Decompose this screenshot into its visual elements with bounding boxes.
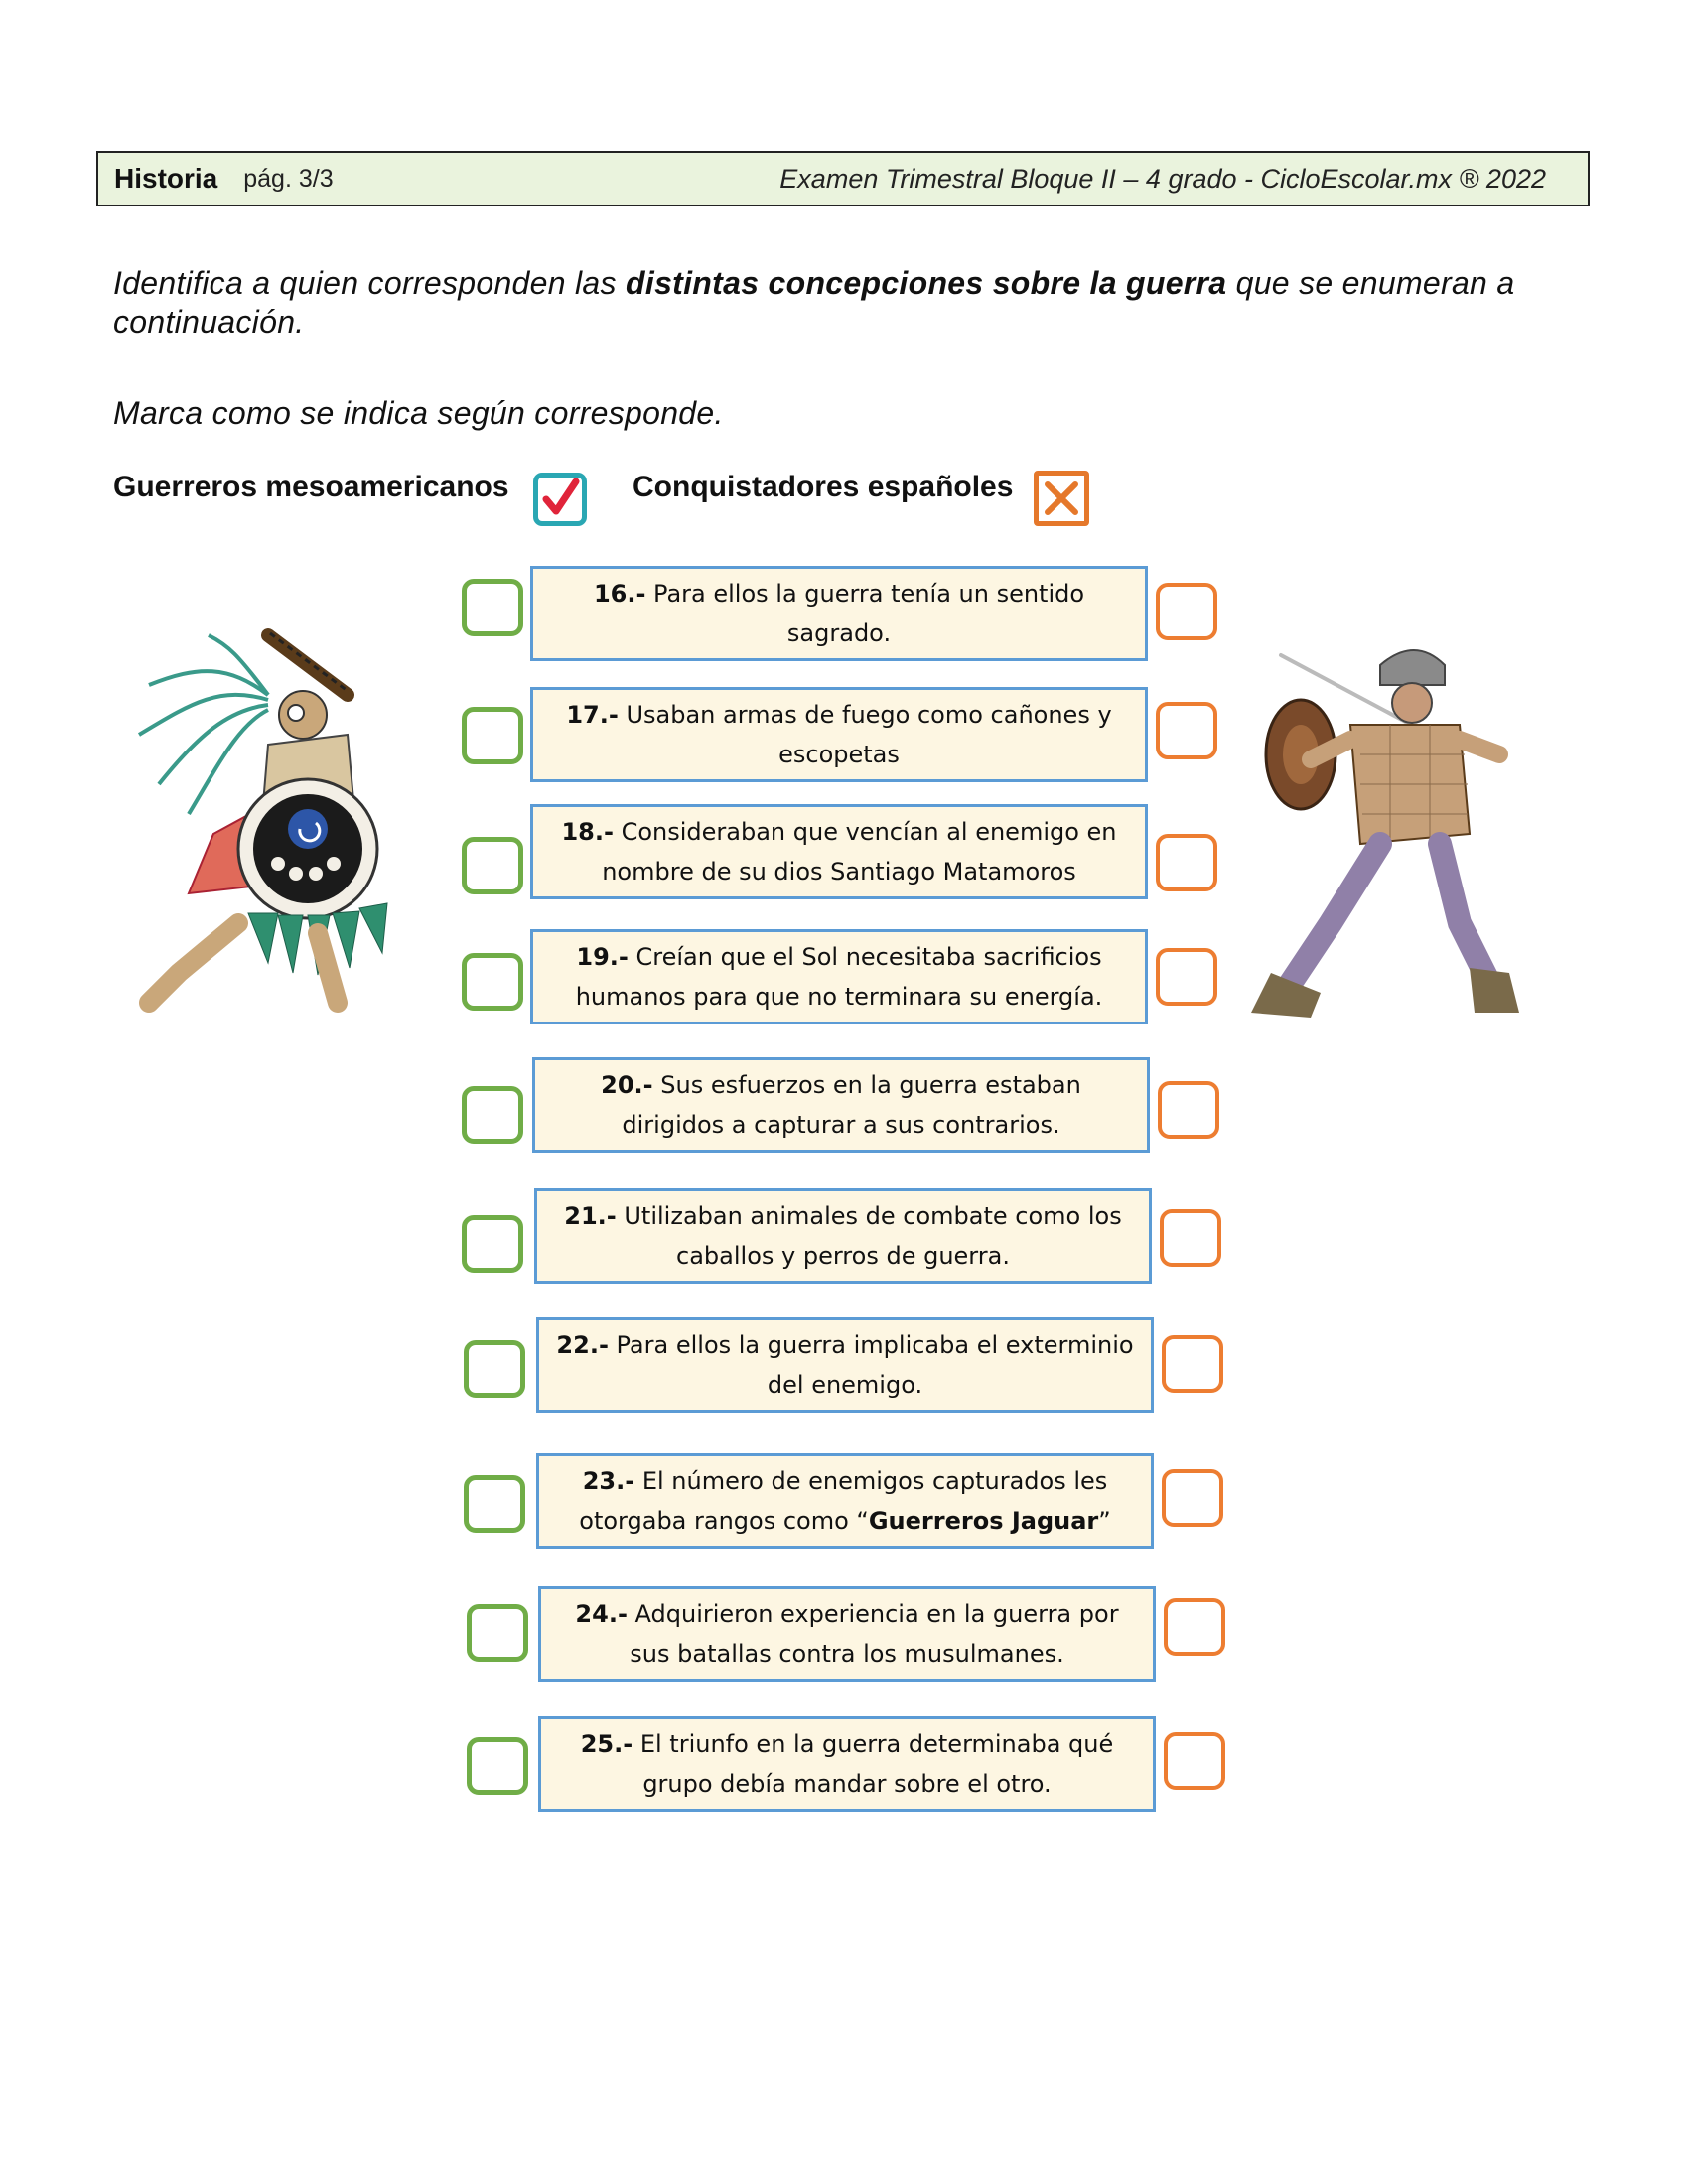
question-number: 24.- bbox=[575, 1600, 628, 1628]
mesoamerican-checkbox[interactable] bbox=[462, 707, 523, 764]
question-text: Creían que el Sol necesitaba sacrificios humanos para que no terminara su energía. bbox=[575, 943, 1103, 1011]
question-16 bbox=[530, 566, 1148, 661]
instruction-text bbox=[113, 264, 1563, 341]
question-number: 16.- bbox=[593, 580, 646, 608]
question-text: Consideraban que vencían al enemigo en nombre de su dios Santiago Matamoros bbox=[602, 818, 1117, 886]
mesoamerican-checkbox[interactable] bbox=[467, 1737, 528, 1795]
mesoamerican-checkbox[interactable] bbox=[462, 953, 523, 1011]
question-text: Adquirieron experiencia en la guerra por sus batallas contra los musulmanes. bbox=[627, 1600, 1119, 1668]
question-22 bbox=[536, 1317, 1154, 1413]
spanish-checkbox[interactable] bbox=[1156, 702, 1217, 759]
instruction-part: Identifica a quien corresponden las bbox=[113, 265, 627, 301]
legend-check-box bbox=[533, 473, 587, 526]
spanish-checkbox[interactable] bbox=[1156, 948, 1217, 1006]
question-number: 23.- bbox=[582, 1467, 635, 1495]
mesoamerican-checkbox[interactable] bbox=[464, 1475, 525, 1533]
legend-x-box bbox=[1034, 471, 1089, 526]
question-25 bbox=[538, 1716, 1156, 1812]
mesoamerican-checkbox[interactable] bbox=[462, 1215, 523, 1273]
check-icon bbox=[538, 478, 582, 521]
question-20 bbox=[532, 1057, 1150, 1153]
legend-spanish-label: Conquistadores españoles bbox=[633, 471, 1014, 503]
question-number: 25.- bbox=[580, 1730, 633, 1758]
spanish-checkbox[interactable] bbox=[1160, 1209, 1221, 1267]
question-number: 17.- bbox=[566, 701, 619, 729]
question-number: 18.- bbox=[561, 818, 614, 846]
question-21 bbox=[534, 1188, 1152, 1284]
question-number: 21.- bbox=[564, 1202, 617, 1230]
mesoamerican-checkbox[interactable] bbox=[462, 837, 523, 894]
exam-title: Examen Trimestral Bloque II – 4 grado - CicloEscolar.mx ® 2022 bbox=[779, 163, 1546, 194]
marking-instruction: Marca como se indica según corresponde. bbox=[113, 395, 724, 431]
legend-mesoamerican-label: Guerreros mesoamericanos bbox=[113, 471, 509, 503]
spanish-checkbox[interactable] bbox=[1156, 583, 1217, 640]
question-text: Para ellos la guerra implicaba el exterminio del enemigo. bbox=[608, 1331, 1134, 1399]
mesoamerican-checkbox[interactable] bbox=[462, 579, 523, 636]
question-19 bbox=[530, 929, 1148, 1024]
mesoamerican-checkbox[interactable] bbox=[464, 1340, 525, 1398]
question-text: El número de enemigos capturados les otorgaba rangos como “ bbox=[579, 1467, 1108, 1535]
spanish-checkbox[interactable] bbox=[1162, 1335, 1223, 1393]
spanish-checkbox[interactable] bbox=[1162, 1469, 1223, 1527]
question-number: 19.- bbox=[576, 943, 629, 971]
subject-title: Historia bbox=[114, 163, 218, 194]
spanish-checkbox[interactable] bbox=[1158, 1081, 1219, 1139]
question-17 bbox=[530, 687, 1148, 782]
question-text: Para ellos la guerra tenía un sentido sagrado. bbox=[645, 580, 1085, 647]
spanish-checkbox[interactable] bbox=[1164, 1732, 1225, 1790]
mesoamerican-checkbox[interactable] bbox=[462, 1086, 523, 1144]
question-18 bbox=[530, 804, 1148, 899]
page-header bbox=[96, 151, 1590, 206]
question-text: Usaban armas de fuego como cañones y escopetas bbox=[618, 701, 1112, 768]
question-emphasis: Guerreros Jaguar bbox=[868, 1507, 1099, 1535]
question-text: Sus esfuerzos en la guerra estaban dirigidos a capturar a sus contrarios. bbox=[622, 1071, 1081, 1139]
spanish-checkbox[interactable] bbox=[1164, 1598, 1225, 1656]
question-text: El triunfo en la guerra determinaba qué grupo debía mandar sobre el otro. bbox=[633, 1730, 1114, 1798]
mesoamerican-checkbox[interactable] bbox=[467, 1604, 528, 1662]
question-number: 20.- bbox=[601, 1071, 653, 1099]
question-23 bbox=[536, 1453, 1154, 1549]
instruction-part: que se enumeran a continuación. bbox=[113, 265, 1515, 340]
page-number: pág. 3/3 bbox=[243, 164, 334, 193]
aztec-warrior-illustration bbox=[119, 625, 447, 1023]
question-number: 22.- bbox=[556, 1331, 609, 1359]
question-text: Utilizaban animales de combate como los caballos y perros de guerra. bbox=[616, 1202, 1122, 1270]
question-text: ” bbox=[1098, 1507, 1111, 1535]
question-24 bbox=[538, 1586, 1156, 1682]
x-icon bbox=[1039, 476, 1084, 521]
conquistador-illustration bbox=[1231, 625, 1549, 1023]
instruction-emphasis: distintas concepciones sobre la guerra bbox=[626, 265, 1227, 301]
spanish-checkbox[interactable] bbox=[1156, 834, 1217, 891]
